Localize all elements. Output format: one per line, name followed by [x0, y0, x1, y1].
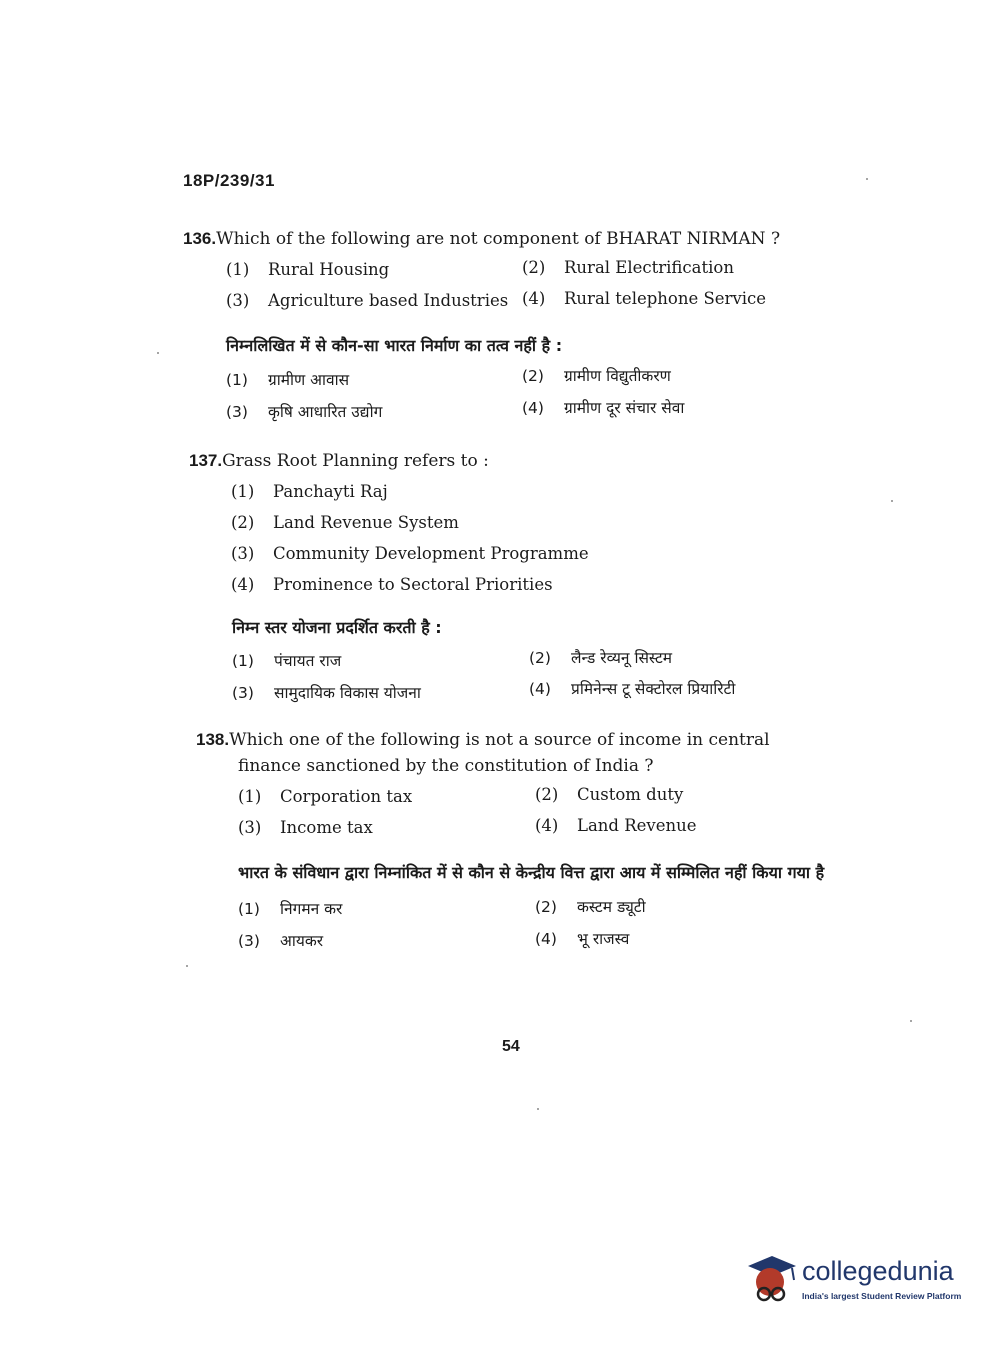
- brand-tagline: India's largest Student Review Platform: [802, 1291, 962, 1301]
- option-2: (2) Land Revenue System: [231, 513, 459, 532]
- hindi-options: [196, 893, 826, 959]
- question-138: [196, 727, 826, 959]
- scan-speck: [537, 1108, 539, 1110]
- question-text: [183, 226, 883, 252]
- english-options: [183, 258, 883, 324]
- hindi-options: [189, 644, 889, 710]
- hindi-option-1: (1) निगमन कर: [238, 900, 343, 918]
- hindi-option-4: (4) प्रमिनेन्स टू सेक्टोरल प्रियारिटी: [529, 680, 736, 698]
- hindi-option-2: (2) ग्रामीण विद्युतीकरण: [522, 367, 671, 385]
- hindi-question-text: भारत के संविधान द्वारा निम्नांकित में से कौन से केन्द्रीय वित्त द्वारा आय में सम्मिलित नहीं किया गया है: [238, 863, 825, 882]
- hindi-option-2: (2) कस्टम ड्यूटी: [535, 898, 646, 916]
- question-text: [196, 727, 826, 779]
- question-stem: Which of the following are not component of BHARAT NIRMAN ?: [216, 229, 781, 249]
- student-mascot-icon: [742, 1250, 800, 1310]
- scan-speck: [910, 1020, 912, 1022]
- question-stem: Which one of the following is not a source of income in central finance sanctioned by the constitution of India ?: [229, 730, 770, 776]
- hindi-question-text: निम्न स्तर योजना प्रदर्शित करती है :: [232, 618, 442, 637]
- option-4: (4) Rural telephone Service: [522, 289, 767, 308]
- scan-speck: [891, 500, 893, 502]
- option-2: (2) Rural Electrification: [522, 258, 734, 277]
- scan-speck: [186, 965, 188, 967]
- hindi-question-text: निम्नलिखित में से कौन-सा भारत निर्माण का तत्व नहीं है :: [226, 336, 563, 355]
- question-number: 136.: [183, 229, 217, 248]
- brand-name: collegedunia: [802, 1256, 954, 1286]
- question-text: [189, 448, 889, 474]
- option-1: (1) Panchayti Raj: [231, 482, 388, 501]
- hindi-option-4: (4) ग्रामीण दूर संचार सेवा: [522, 399, 685, 417]
- option-3: (3) Agriculture based Industries: [226, 291, 509, 310]
- hindi-option-3: (3) आयकर: [238, 932, 324, 950]
- option-3: (3) Community Development Programme: [231, 544, 589, 563]
- paper-code: 18P/239/31: [183, 171, 275, 190]
- option-2: (2) Custom duty: [535, 785, 684, 804]
- page-number: 54: [502, 1038, 520, 1055]
- option-1: (1) Rural Housing: [226, 260, 390, 279]
- hindi-option-2: (2) लैन्ड रेव्यनू सिस्टम: [529, 649, 673, 667]
- english-options: [189, 480, 889, 604]
- option-4: (4) Land Revenue: [535, 816, 697, 835]
- hindi-option-4: (4) भू राजस्व: [535, 930, 630, 948]
- option-4: (4) Prominence to Sectoral Priorities: [231, 575, 553, 594]
- hindi-option-3: (3) कृषि आधारित उद्योग: [226, 403, 383, 421]
- english-options: [196, 785, 826, 847]
- collegedunia-logo: [742, 1250, 972, 1310]
- hindi-options: [183, 362, 883, 428]
- question-number: 138.: [196, 730, 230, 749]
- question-136: [183, 226, 883, 428]
- question-stem: Grass Root Planning refers to :: [222, 451, 489, 471]
- hindi-option-3: (3) सामुदायिक विकास योजना: [232, 684, 421, 702]
- option-3: (3) Income tax: [238, 818, 373, 837]
- scan-speck: [157, 352, 159, 354]
- hindi-option-1: (1) पंचायत राज: [232, 652, 342, 670]
- question-137: [189, 448, 889, 710]
- hindi-option-1: (1) ग्रामीण आवास: [226, 371, 350, 389]
- question-number: 137.: [189, 451, 223, 470]
- scan-speck: [866, 178, 868, 180]
- option-1: (1) Corporation tax: [238, 787, 413, 806]
